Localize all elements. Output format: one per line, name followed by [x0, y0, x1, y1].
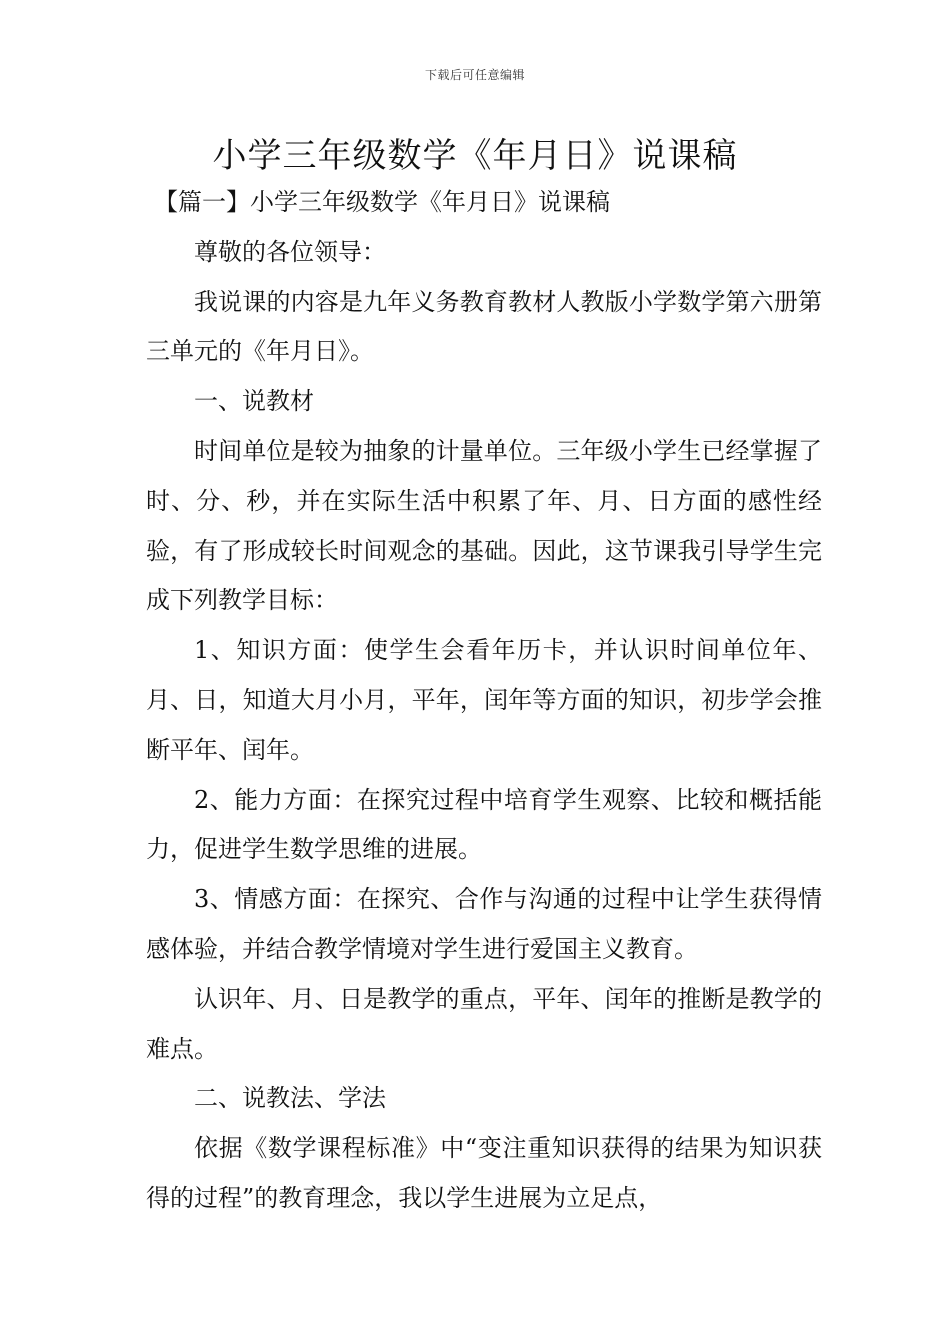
subheading: 二、说教法、学法 — [194, 1084, 386, 1113]
body-paragraph: 时间单位是较为抽象的计量单位。三年级小学生已经掌握了时、分、秒，并在实际生活中积累了年、月、日方面的感性经验，有了形成较长时间观念的基础。因此，这节课我引导学生完成下列教学目标： — [146, 436, 822, 615]
document-body — [146, 178, 822, 1224]
document-title: 小学三年级数学《年月日》说课稿 — [212, 136, 738, 176]
header-note: 下载后可任意编辑 — [424, 68, 525, 82]
subheading: 一、说教材 — [194, 387, 314, 416]
body-paragraph: 2、能力方面：在探究过程中培育学生观察、比较和概括能力，促进学生数学思维的进展。 — [146, 785, 822, 864]
body-paragraph: 1、知识方面：使学生会看年历卡，并认识时间单位年、月、日，知道大月小月，平年，闰年等方面的知识，初步学会推断平年、闰年。 — [146, 636, 822, 764]
body-paragraph: 我说课的内容是九年义务教育教材人教版小学数学第六册第三单元的《年月日》。 — [146, 287, 822, 366]
body-paragraph: 认识年、月、日是教学的重点，平年、闰年的推断是教学的难点。 — [146, 984, 822, 1063]
body-paragraph: 依据《数学课程标准》中“变注重知识获得的结果为知识获得的过程”的教育理念，我以学生进展为立足点， — [146, 1134, 822, 1212]
salutation: 尊敬的各位领导： — [194, 237, 386, 266]
section-heading: 【篇一】小学三年级数学《年月日》说课稿 — [154, 188, 610, 216]
body-paragraph: 3、情感方面：在探究、合作与沟通的过程中让学生获得情感体验，并结合教学情境对学生进行爱国主义教育。 — [146, 885, 822, 963]
